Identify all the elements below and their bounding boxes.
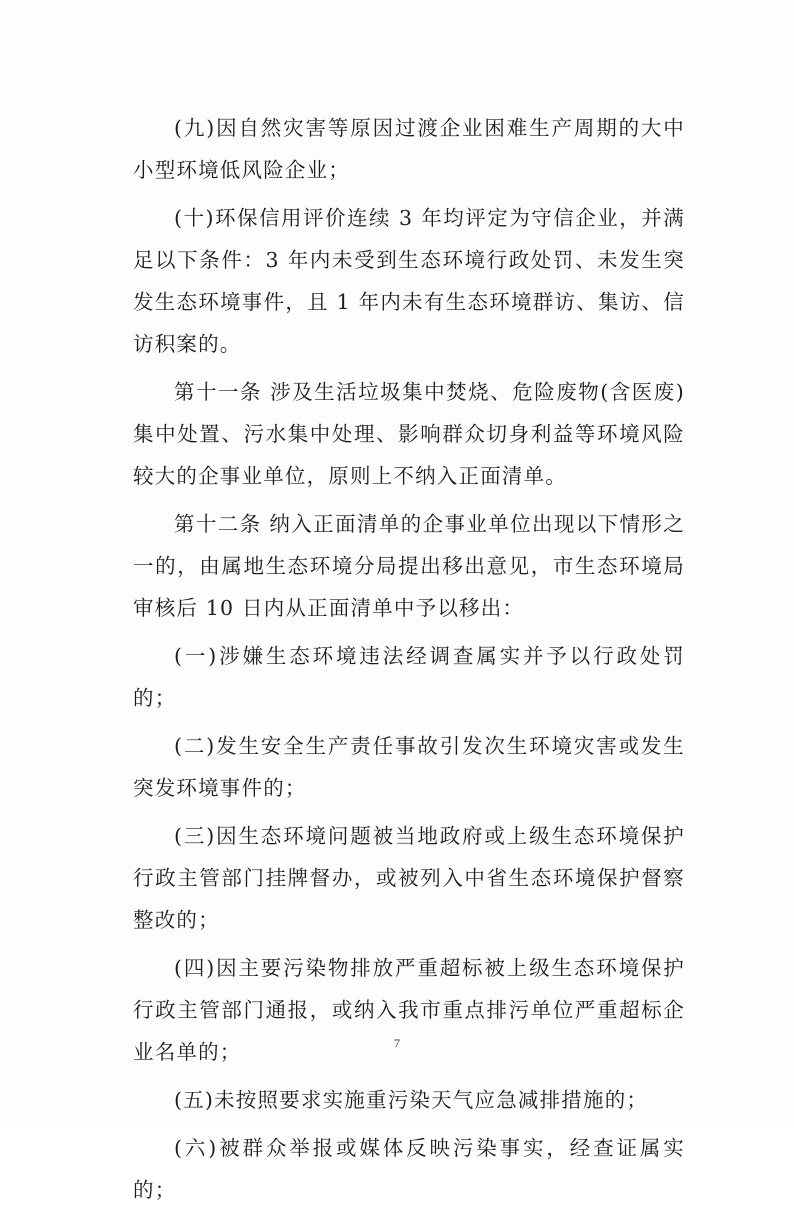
paragraph-item-9: (九)因自然灾害等原因过渡企业困难生产周期的大中小型环境低风险企业； — [133, 116, 685, 182]
paragraph-article-12: 第十二条 纳入正面清单的企事业单位出现以下情形之一的，由属地生态环境分局提出移出意见，市生态环境局审核后 10 日内从正面清单中予以移出： — [133, 512, 685, 620]
paragraph-removal-2: (二)发生安全生产责任事故引发次生环境灾害或发生突发环境事件的； — [133, 734, 685, 800]
paragraph-removal-4: (四)因主要污染物排放严重超标被上级生态环境保护行政主管部门通报，或纳入我市重点排污单位严重超标企业名单的； — [133, 956, 685, 1064]
paragraph-removal-1: (一)涉嫌生态环境违法经调查属实并予以行政处罚的； — [133, 644, 685, 710]
paragraph-item-10: (十)环保信用评价连续 3 年均评定为守信企业，并满足以下条件：3 年内未受到生态环境行政处罚、未发生突发生态环境事件，且 1 年内未有生态环境群访、集访、信访积案的。 — [133, 206, 685, 356]
paragraph-removal-6: (六)被群众举报或媒体反映污染事实，经查证属实的； — [133, 1136, 685, 1202]
paragraph-removal-3: (三)因生态环境问题被当地政府或上级生态环境保护行政主管部门挂牌督办，或被列入中省生态环境保护督察整改的； — [133, 824, 685, 932]
paragraph-article-11: 第十一条 涉及生活垃圾集中焚烧、危险废物(含医废)集中处置、污水集中处理、影响群众切身利益等环境风险较大的企事业单位，原则上不纳入正面清单。 — [133, 380, 685, 488]
page-number: 7 — [394, 1036, 400, 1050]
paragraph-removal-5: (五)未按照要求实施重污染天气应急减排措施的； — [174, 1088, 649, 1112]
